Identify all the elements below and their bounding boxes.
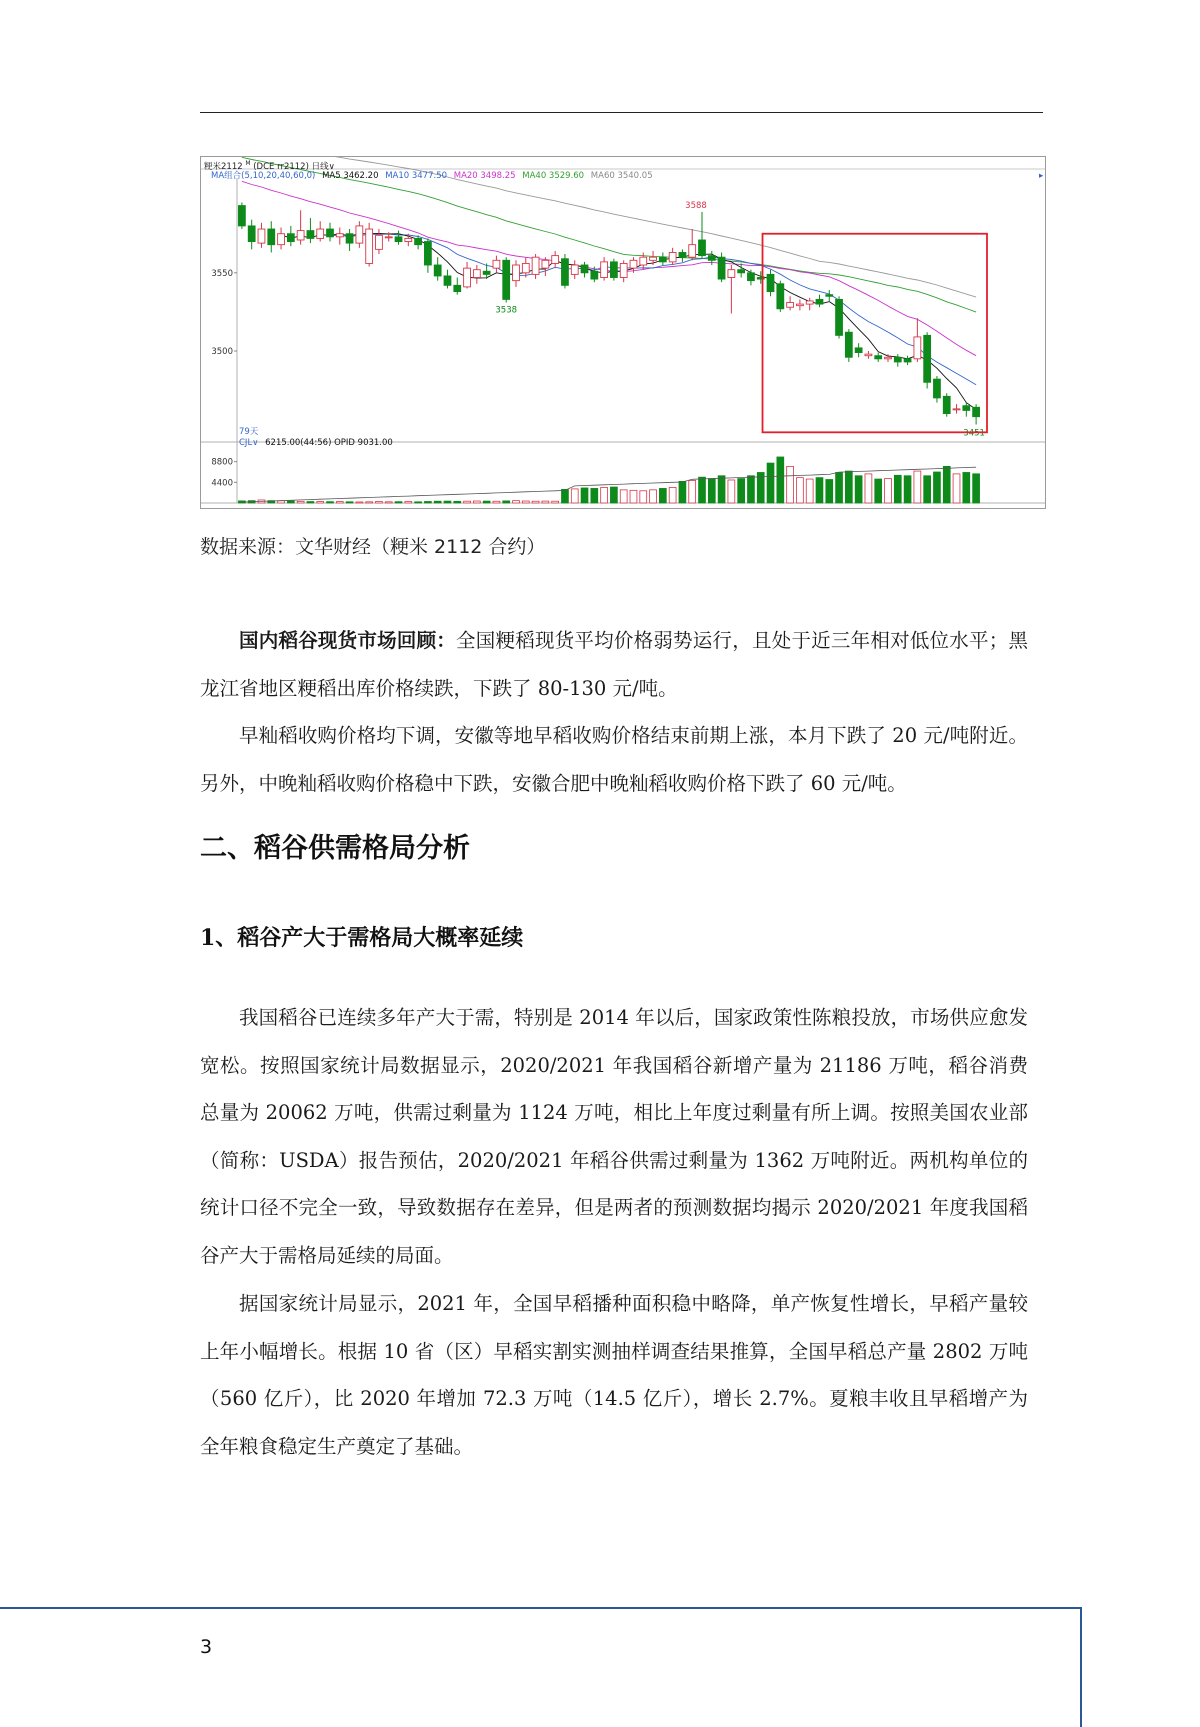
volume-bar <box>943 466 950 503</box>
volume-bar <box>718 476 725 503</box>
volume-bar <box>493 501 500 503</box>
candle-body <box>317 229 324 238</box>
candle-body <box>464 268 471 287</box>
candle-body <box>855 348 862 353</box>
chevron-down-icon[interactable]: ∨ <box>328 161 335 172</box>
volume-bar <box>777 457 784 503</box>
volume-bar <box>444 501 451 503</box>
candle-body <box>493 260 500 268</box>
volume-values: 6215.00(44:56) OPID 9031.00 <box>265 438 393 448</box>
volume-tick-label: 4400 <box>211 478 233 489</box>
volume-bar <box>924 476 931 503</box>
volume-bar <box>434 501 441 503</box>
candle-body <box>591 271 598 279</box>
chart-contract-row: 粳米2112 $^M$ (DCE rr2112) 日线∨ <box>204 160 335 172</box>
candle-body <box>943 396 950 413</box>
volume-bar <box>376 502 383 503</box>
candle-body <box>620 263 627 277</box>
candle-body <box>610 262 617 278</box>
candle-body <box>327 229 334 237</box>
candle-body <box>395 237 402 242</box>
candle-body <box>581 265 588 273</box>
spot-review-paragraph <box>200 617 1028 712</box>
volume-bar <box>806 479 813 503</box>
volume-bar <box>307 502 314 503</box>
candle-body <box>914 337 921 359</box>
volume-bar <box>875 479 882 503</box>
y-tick-label: 3500 <box>211 347 233 357</box>
volume-bar <box>454 501 461 503</box>
candle-body <box>630 260 637 268</box>
volume-bar <box>620 490 627 503</box>
candle-body <box>444 276 451 285</box>
ma20-line <box>242 181 976 355</box>
volume-bar <box>679 481 686 503</box>
candle-body <box>650 257 657 260</box>
volume-bar <box>522 501 529 503</box>
candle-body <box>777 284 784 309</box>
candle-body <box>738 270 745 273</box>
candle-body <box>845 332 852 357</box>
volume-bar <box>297 501 304 503</box>
volume-bar <box>317 501 324 503</box>
volume-bar <box>885 479 892 503</box>
candle-body <box>640 257 647 265</box>
candle-body <box>767 274 774 291</box>
candle-body <box>248 226 255 242</box>
volume-bar <box>405 502 412 503</box>
candle-body <box>728 270 735 278</box>
volume-bar <box>669 488 676 503</box>
candle-body <box>659 257 666 262</box>
spot-review-lead: 国内稻谷现货市场回顾： <box>239 629 457 652</box>
header-rule <box>200 112 1043 113</box>
volume-bar <box>552 501 559 503</box>
volume-bar <box>865 474 872 503</box>
volume-bar <box>601 488 608 503</box>
candle-body <box>405 238 412 241</box>
candle-body <box>601 262 608 278</box>
candle-body <box>816 299 823 304</box>
candle-body <box>934 379 941 398</box>
candle-body <box>356 226 363 243</box>
volume-bar <box>562 489 569 503</box>
volume-bar <box>699 477 706 503</box>
chart-expand-icon[interactable]: ▸ <box>1039 171 1044 181</box>
volume-tick-label: 8800 <box>211 457 233 468</box>
volume-bar <box>973 474 980 503</box>
candle-body <box>836 299 843 335</box>
volume-bar <box>464 501 471 503</box>
candle-body <box>562 259 569 286</box>
volume-bar <box>356 502 363 503</box>
page-number: 3 <box>200 1636 213 1658</box>
volume-bar <box>385 502 392 503</box>
candle-body <box>689 245 696 258</box>
candle-body <box>865 354 872 356</box>
volume-bar <box>513 501 520 503</box>
volume-bar <box>659 488 666 503</box>
volume-bar <box>327 502 334 503</box>
volume-bar <box>483 501 490 503</box>
volume-bar <box>689 480 696 503</box>
candle-body <box>669 252 676 261</box>
kline-svg <box>201 157 1045 508</box>
volume-bar <box>650 490 657 503</box>
candle-body <box>434 265 441 276</box>
ma10-label: MA10 3477.50 <box>385 171 448 181</box>
volume-bar <box>630 490 637 503</box>
footer-frame <box>0 1607 1082 1727</box>
candle-body <box>307 231 314 239</box>
candle-body <box>454 285 461 291</box>
candle-body <box>473 270 480 278</box>
early-rice-output-paragraph: 据国家统计局显示，2021 年，全国早稻播种面积稳中略降，单产恢复性增长，早稻产量较上年小幅增长。根据 10 省（区）早稻实割实测抽样调查结果推算，全国早稻总产量 2802 万吨（560 亿斤），比 2020 年增加 72.3 万吨（14.5 亿斤），增长 2.7%。夏粮丰收且早稻增产为全年粮食稳定生产奠定了基础。 <box>200 1292 1028 1458</box>
volume-row <box>239 438 393 448</box>
supply-demand-paragraph: 我国稻谷已连续多年产大于需，特别是 2014 年以后，国家政策性陈粮投放，市场供应愈发宽松。按照国家统计局数据显示，2020/2021 年我国稻谷新增产量为 21186 万吨，稻谷消费总量为 20062 万吨，供需过剩量为 1124 万吨，相比上年度过剩量有所上调。按照美国农业部（简称：USDA）报告预估，2020/2021 年稻谷供需过剩量为 1362 万吨附近。两机构单位的统计口径不完全一致，导致数据存在差异，但是两者的预测数据均揭示 2020/2021 年度我国稻谷产大于需格局延续的局面。 <box>200 1006 1028 1267</box>
candle-body <box>963 406 970 411</box>
candle-body <box>346 234 353 243</box>
candle-body <box>787 303 794 308</box>
ma40-label: MA40 3529.60 <box>522 171 585 181</box>
spot-review-text: 全国粳稻现货平均价格弱势运行，且处于近三年相对低位水平；黑龙江省地区粳稻出库价格续跌，下跌了 80-130 元/吨。 <box>200 629 1028 700</box>
candle-body <box>336 234 343 237</box>
subsection-heading: 1、稻谷产大于需格局大概率延续 <box>200 925 524 951</box>
volume-bar <box>610 487 617 503</box>
contract-name: 粳米2112 <box>204 161 243 172</box>
volume-bar <box>415 502 422 503</box>
kline-chart <box>200 156 1046 509</box>
volume-bar <box>855 476 862 503</box>
candle-body <box>376 235 383 249</box>
volume-bar <box>904 476 911 503</box>
candle-body <box>894 357 901 362</box>
candle-body <box>532 257 539 274</box>
volume-bar <box>894 475 901 503</box>
candle-body <box>424 242 431 265</box>
volume-bar <box>581 488 588 503</box>
candle-body <box>904 359 911 362</box>
candle-body <box>708 256 715 261</box>
candle-body <box>258 229 265 243</box>
candle-body <box>297 231 304 240</box>
volume-bar <box>473 501 480 503</box>
volume-bar <box>767 463 774 503</box>
candle-body <box>973 407 980 416</box>
volume-bar <box>748 476 755 503</box>
candle-body <box>885 357 892 359</box>
volume-bar <box>953 474 960 503</box>
candle-body <box>796 304 803 306</box>
candle-body <box>268 229 275 245</box>
low-annotation: 3538 <box>495 305 518 316</box>
candle-body <box>699 240 706 256</box>
candle-body <box>287 234 294 242</box>
chart-caption: 数据来源：文华财经（粳米 2112 合约） <box>200 536 546 558</box>
volume-bar <box>346 502 353 503</box>
candle-body <box>571 265 578 274</box>
decline-highlight-box <box>763 234 987 433</box>
candle-body <box>513 265 520 281</box>
volume-bar <box>836 472 843 503</box>
volume-bar <box>845 471 852 503</box>
volume-bar <box>787 466 794 503</box>
volume-bar <box>395 502 402 503</box>
y-tick-label: 3550 <box>211 268 233 279</box>
candle-body <box>366 229 373 263</box>
volume-bar <box>503 501 510 503</box>
volume-bar <box>914 471 921 503</box>
candle-body <box>483 271 490 274</box>
period-select[interactable]: 日线 <box>311 161 329 172</box>
volume-bar <box>816 478 823 503</box>
volume-bar <box>738 479 745 503</box>
volume-bar <box>542 501 549 503</box>
candle-body <box>875 356 882 359</box>
volume-bar <box>532 501 539 503</box>
ma20-label: MA20 3498.25 <box>453 171 516 181</box>
contract-code: (DCE rr2112) <box>253 161 309 172</box>
candle-body <box>503 260 510 299</box>
candle-body <box>522 263 529 272</box>
volume-indicator-label[interactable]: CJL <box>239 438 253 448</box>
volume-bar <box>287 501 294 503</box>
volume-bar <box>591 488 598 503</box>
candle-body <box>718 257 725 279</box>
candle-body <box>924 335 931 382</box>
volume-bar <box>708 479 715 503</box>
section-heading: 二、稻谷供需格局分析 <box>200 833 470 864</box>
volume-bar <box>826 480 833 503</box>
ma60-label: MA60 3540.05 <box>590 171 653 181</box>
volume-bar <box>728 480 735 503</box>
volume-bar <box>796 478 803 503</box>
early-rice-paragraph: 早籼稻收购价格均下调，安徽等地早稻收购价格结束前期上涨，本月下跌了 20 元/吨附近。另外，中晚籼稻收购价格稳中下跌，安徽合肥中晚籼稻收购价格下跌了 60 元/吨。 <box>200 724 1028 795</box>
volume-bar <box>336 502 343 503</box>
volume-bar <box>366 502 373 503</box>
ma5-line <box>281 233 976 409</box>
volume-bar <box>571 489 578 503</box>
ma-group-label[interactable]: MA组合(5,10,20,40,60,0) <box>211 171 316 181</box>
candle-body <box>679 252 686 257</box>
candle-body <box>278 234 285 245</box>
candle-body <box>953 409 960 410</box>
candle-body <box>806 301 813 304</box>
candle-body <box>385 237 392 238</box>
ma5-label: MA5 3462.20 <box>322 171 379 181</box>
candle-body <box>748 273 755 281</box>
volume-bar <box>963 472 970 503</box>
days-label: 79天 <box>239 427 259 437</box>
volume-bar <box>424 501 431 503</box>
candle-body <box>542 260 549 268</box>
candle-body <box>415 238 422 244</box>
last-low-annotation: 3451 <box>963 428 985 439</box>
high-annotation: 3588 <box>685 200 707 211</box>
candle-body <box>552 256 559 264</box>
chevron-down-icon[interactable]: ∨ <box>252 438 259 448</box>
volume-bar <box>934 472 941 503</box>
candle-body <box>238 206 245 226</box>
chart-ma-row <box>211 171 653 181</box>
candle-body <box>826 295 833 297</box>
volume-bar <box>640 491 647 503</box>
